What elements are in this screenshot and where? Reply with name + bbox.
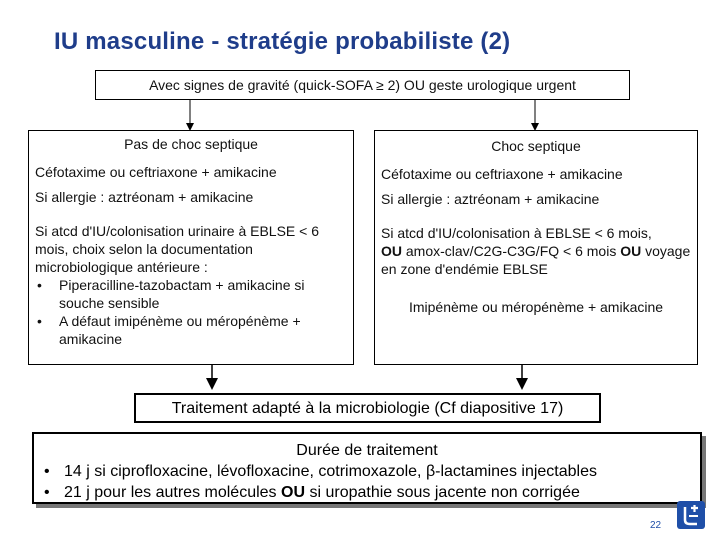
- left-bullet-1: • Piperacilline-tazobactam + amikacine si souche sensible: [59, 276, 353, 312]
- left-eblse-condition: Si atcd d'IU/colonisation urinaire à EBLSE < 6 mois, choix selon la documentation microbiologique antérieure :: [35, 223, 319, 275]
- right-carbapenem: Imipénème ou méropénème + amikacine: [408, 299, 664, 315]
- page-number: 22: [650, 520, 662, 531]
- right-regimen: Céfotaxime ou ceftriaxone + amikacine: [381, 166, 623, 182]
- right-allergy: Si allergie : aztréonam + amikacine: [381, 191, 600, 207]
- or-label: OU: [381, 243, 402, 259]
- duration-heading: Durée de traitement: [296, 442, 438, 459]
- septic-shock-heading: Choc septique: [491, 138, 581, 154]
- left-regimen: Céfotaxime ou ceftriaxone + amikacine: [35, 164, 277, 180]
- duration-item-1: • 14 j si ciprofloxacine, lévofloxacine, cotrimoxazole, β-lactamines injectables: [34, 461, 700, 482]
- condition-box: Avec signes de gravité (quick-SOFA ≥ 2) OU geste urologique urgent: [95, 70, 630, 100]
- no-septic-shock-heading: Pas de choc septique: [124, 136, 258, 152]
- adapted-treatment-box: Traitement adapté à la microbiologie (Cf diapositive 17): [134, 393, 601, 423]
- medical-logo-icon: [676, 500, 706, 530]
- left-allergy: Si allergie : aztréonam + amikacine: [35, 189, 254, 205]
- slide-title: IU masculine - stratégie probabiliste (2): [54, 28, 511, 55]
- duration-box: [32, 432, 702, 504]
- or-label: OU: [620, 243, 642, 259]
- right-eblse-condition: Si atcd d'IU/colonisation à EBLSE < 6 mois, OU amox-clav/C2G-C3G/FQ < 6 mois OU voyage en zone d'endémie EBLSE: [381, 225, 691, 277]
- septic-shock-box: [374, 130, 698, 365]
- no-septic-shock-box: [28, 130, 354, 365]
- or-label: OU: [281, 484, 306, 501]
- left-bullet-2: • A défaut imipénème ou méropénème + amikacine: [59, 312, 353, 348]
- duration-item-2: • 21 j pour les autres molécules OU si uropathie sous jacente non corrigée: [34, 482, 700, 503]
